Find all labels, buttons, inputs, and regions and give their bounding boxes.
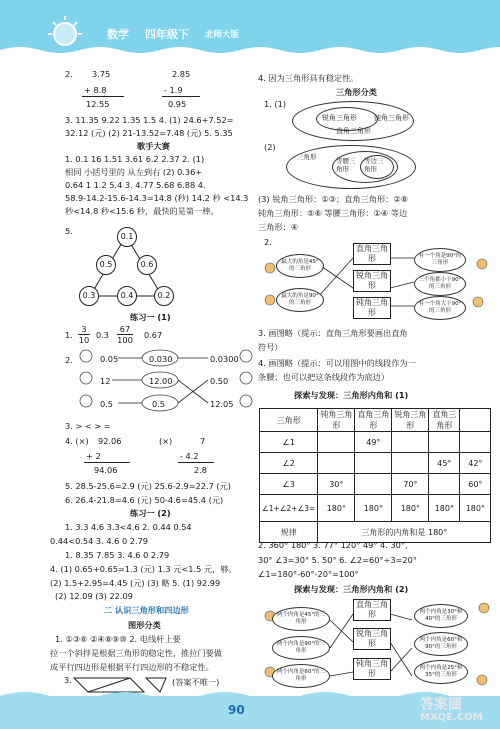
v2-b: - 1.9 (164, 85, 183, 95)
v3-b: + 2 (86, 451, 101, 461)
tri-bl: 0.3 (79, 286, 99, 306)
watermark-logo: 答案圈 (420, 697, 462, 713)
box2-a: 直角三角形 (353, 599, 391, 621)
table-cell (318, 432, 355, 453)
sun-icon (42, 14, 88, 54)
lx1-q5: 5. 28.5-25.6=2.9 (元) 25.6-2.9=22.7 (元) (65, 481, 231, 491)
lx1-q2: 2. (65, 355, 73, 365)
table-cell: 49° (355, 432, 392, 453)
table-cell: 180° (429, 495, 460, 522)
m-left-b: 12 (100, 376, 111, 386)
table-cell (355, 474, 392, 495)
c-q6: 4. 画图略（提示：可以用图中的线段作为一 (258, 358, 416, 368)
table-cell: 锐角三角形 (392, 409, 429, 432)
c-q1: 1. (1) (264, 99, 287, 109)
q3-line: 3. 11.35 9.22 1.35 1.5 4. (1) 24.6+7.52= (65, 115, 234, 125)
table-cell: 180° (318, 495, 355, 522)
table-cell (460, 432, 491, 453)
t-line-2: 30° ∠3=30° 5. 50° 6. ∠2=60°÷3=20° (258, 555, 417, 565)
ov-b: 钝角三角形 (374, 114, 409, 122)
table-cell: 规律 (260, 522, 318, 543)
f-note: (答案不唯一) (172, 677, 220, 687)
r-q4: 4. 因为三角形具有稳定性。 (258, 73, 359, 83)
x-line-1: 1. 3.3 4.6 3.3<4.6 2. 0.44 0.54 (65, 522, 192, 532)
table-cell: 45° (429, 453, 460, 474)
box2-b: 锐角三角形 (353, 628, 391, 650)
q4-line: 32.12 (元) (2) 21-13.52=7.48 (元) 5. 5.35 (65, 128, 233, 138)
box-b: 锐角三角形 (353, 270, 391, 292)
m-right-c: 12.05 (210, 399, 234, 409)
lx1-q1-c: 0.67 (144, 330, 163, 340)
c-q5: 3. 画图略（提示：直角三角形要画出直角 (258, 328, 408, 338)
c-q3-b: 钝角三角形：⑤⑥ 等腰三角形：①④ 等边 (258, 208, 408, 218)
bubble2-l2: 两个内角是90°的三角形 (272, 636, 330, 660)
x-line-3: 1. 8.35 7.85 3. 4.6 0 2.79 (65, 550, 170, 560)
v3-line (84, 462, 130, 463)
frac-1-den: 10 (78, 335, 90, 345)
frac-2-den: 100 (117, 335, 133, 345)
c-q2: (2) (264, 142, 276, 152)
bubble2-l3: 两个内角是60°的三角形 (272, 664, 330, 688)
section-sanjiaoxing: 三角形分类 (336, 87, 377, 97)
frac-1 (78, 324, 90, 345)
table-cell (355, 453, 392, 474)
angle-table (259, 408, 491, 543)
bubble2-l1: 两个内角是45°的三角形 (272, 607, 330, 631)
table-cell: ∠2 (260, 453, 318, 474)
g-line-4: 58.9-14.2-15.6-14.3=14.8 (秒) 14.2 秒 <14.3 (65, 193, 249, 203)
table-row (260, 495, 491, 522)
g-line-5: 秒<14.8 秒<15.6 秒，最快的是第一棒。 (65, 206, 219, 216)
tri-bm: 0.4 (117, 286, 137, 306)
bubble-l1: 最大的角是45°的三角形 (276, 254, 324, 278)
v1-line (82, 96, 124, 97)
m-mid-a: 0.030 (149, 354, 173, 364)
table-cell: 60° (460, 474, 491, 495)
table-cell: ∠1+∠2+∠3= (260, 495, 318, 522)
f-line-2: 拉一个斜拌是根据三角形的稳定性，推拉门要做 (50, 648, 222, 658)
table-cell: 三角形 (260, 409, 318, 432)
edition-title: 北师大版 (205, 30, 240, 40)
table-cell (392, 432, 429, 453)
x-line-4: 4. (1) 0.65+0.65=1.3 (元) 1.3 元<1.5 元，够。 (50, 564, 237, 574)
ov2-a: 三角形 (297, 153, 317, 161)
bubble2-r1: 两个内角是30°和40°的三角形 (414, 604, 468, 628)
table-row (260, 409, 491, 432)
bubble2-r2: 两个内角是60°和90°的三角形 (414, 632, 468, 656)
table-cell: 180° (392, 495, 429, 522)
x-line-5: (2) 1.5+2.95=4.45 (元) (3) 略 5. (1) 92.99 (50, 578, 221, 588)
tri-mr: 0.6 (137, 255, 157, 275)
table-cell: 钝角三角形 (318, 409, 355, 432)
box-a: 直角三角形 (353, 243, 391, 265)
table-cell: 30° (318, 474, 355, 495)
section-tansuo1: 探索与发现：三角形内角和 (1) (294, 390, 409, 400)
table-cell (392, 453, 429, 474)
table-cell: 直角三角形 (429, 409, 460, 432)
tri-top: 0.1 (117, 227, 137, 247)
section-tansuo2: 探索与发现：三角形内角和 (2) (294, 584, 409, 594)
v3-r: 94.06 (94, 465, 118, 475)
g-line-3: 0.64 1 1.2 5.4 3. 4.77 5.68 6.88 4. (65, 180, 206, 190)
grade-title: 四年级下 (145, 28, 189, 41)
ov-a: 锐角三角形 (322, 114, 357, 122)
f-line-4: 3. (64, 675, 72, 685)
v1-a: 3.75 (92, 69, 111, 79)
page-number: 90 (228, 703, 245, 717)
v2-a: 2.85 (172, 69, 191, 79)
bubble-r3: 有一个角大于90°的三角形 (414, 296, 466, 320)
v4-r: 2.8 (194, 465, 208, 475)
section-lianxi1: 练习一 (1) (130, 312, 171, 322)
table-cell (318, 453, 355, 474)
bubble-r2: 三个角都小于90°的三角形 (414, 272, 466, 296)
m-mid-c: 0.5 (152, 399, 166, 409)
tri-br: 0.2 (154, 286, 174, 306)
unit-title: 二 认识三角形和四边形 (104, 605, 189, 615)
table-cell: 180° (460, 495, 491, 522)
table-cell: 70° (392, 474, 429, 495)
q2-label: 2. (65, 69, 73, 79)
lx1-q3: 3. > < > = (65, 421, 111, 431)
t-line-3: ∠1=180°-60°-20°=100° (258, 569, 359, 579)
table-row (260, 474, 491, 495)
table-cell (429, 432, 460, 453)
m-mid-b: 12.00 (149, 376, 173, 386)
lx1-q6: 6. 26.4-21.8=4.6 (元) 50-4.6=45.4 (元) (65, 495, 224, 505)
table-cell (460, 409, 491, 432)
v2-line (162, 96, 200, 97)
ov-c: 直角三角形 (336, 127, 371, 135)
frac-1-num: 3 (81, 324, 87, 334)
table-row (260, 453, 491, 474)
c-q4-label: 2. (264, 237, 272, 247)
f-line-3: 成平行四边形是根据平行四边形的不稳定性。 (50, 662, 214, 672)
v1-r: 12.55 (86, 99, 110, 109)
ov2-c: 等边三角形 (364, 157, 384, 173)
m-left-c: 0.5 (100, 399, 114, 409)
c-q3-a: (3) 锐角三角形：①③；直角三角形：②⑧ (258, 194, 408, 204)
section-lianxi2: 练习一 (2) (130, 508, 171, 518)
table-cell: ∠3 (260, 474, 318, 495)
t-line-1: 2. 360° 180° 3. 77° 120° 49° 4. 30°, (258, 540, 408, 550)
table-cell: 42° (460, 453, 491, 474)
v3-label: 4. (×) (65, 436, 89, 446)
table-row (260, 432, 491, 453)
m-left-a: 0.05 (100, 354, 119, 364)
frac-2 (117, 324, 133, 345)
section-gesai: 歌手大赛 (137, 141, 170, 151)
c-q3-c: 三角形：④ (258, 222, 299, 232)
frac-2-num: 67 (119, 324, 131, 334)
v4-b: - 4.2 (180, 451, 199, 461)
v2-r: 0.95 (168, 99, 187, 109)
ov2-b: 等腰三角形 (336, 157, 356, 173)
x-line-6: (2) 12.09 (3) 22.09 (55, 591, 133, 601)
table-cell (429, 474, 460, 495)
v3-a: 92.06 (98, 436, 122, 446)
table-cell: 180° (355, 495, 392, 522)
watermark-url: MXQE.COM (420, 712, 483, 723)
c-q5-b: 符号） (258, 342, 283, 352)
table-cell: 直角三角形 (355, 409, 392, 432)
q5-label: 5. (65, 226, 73, 236)
bubble2-r3: 两个内角是25°和35°的三角形 (414, 660, 468, 684)
m-right-b: 0.50 (210, 376, 229, 386)
lx1-q1: 1. (65, 330, 73, 340)
bubble-r1: 有一个角是90°的三角形 (414, 248, 466, 272)
tri-ml: 0.5 (96, 255, 116, 275)
table-cell: 三角形的内角和是 180° (318, 522, 491, 543)
v4-label: (×) (159, 436, 173, 446)
v4-a: 7 (200, 436, 206, 446)
g-line-2: 相同 小括号里的 从左到右 (2) 0.36+ (65, 167, 203, 177)
section-fenlei: 图形分类 (128, 620, 161, 630)
f-line-1: 1. ①③⑥ ②④⑧⑨⑩ 2. 电线杆上要 (55, 634, 181, 644)
lx1-q1-b: 0.3 (96, 330, 110, 340)
v1-b: + 8.8 (84, 85, 107, 95)
box-c: 钝角三角形 (353, 297, 391, 319)
c-q6-b: 条腰；也可以把这条线段作为底边） (258, 372, 390, 382)
m-right-a: 0.0300 (210, 354, 239, 364)
x-line-2: 0.44<0.54 3. 4.6 0 2.79 (50, 536, 149, 546)
table-cell: ∠1 (260, 432, 318, 453)
box2-c: 钝角三角形 (353, 658, 391, 680)
g-line-1: 1. 0.1 16 1.51 3.61 6.2 2.37 2. (1) (65, 154, 205, 164)
bubble-l2: 最大的角是90°的三角形 (276, 288, 324, 312)
subject-title: 数学 (107, 28, 129, 41)
v4-line (178, 462, 214, 463)
